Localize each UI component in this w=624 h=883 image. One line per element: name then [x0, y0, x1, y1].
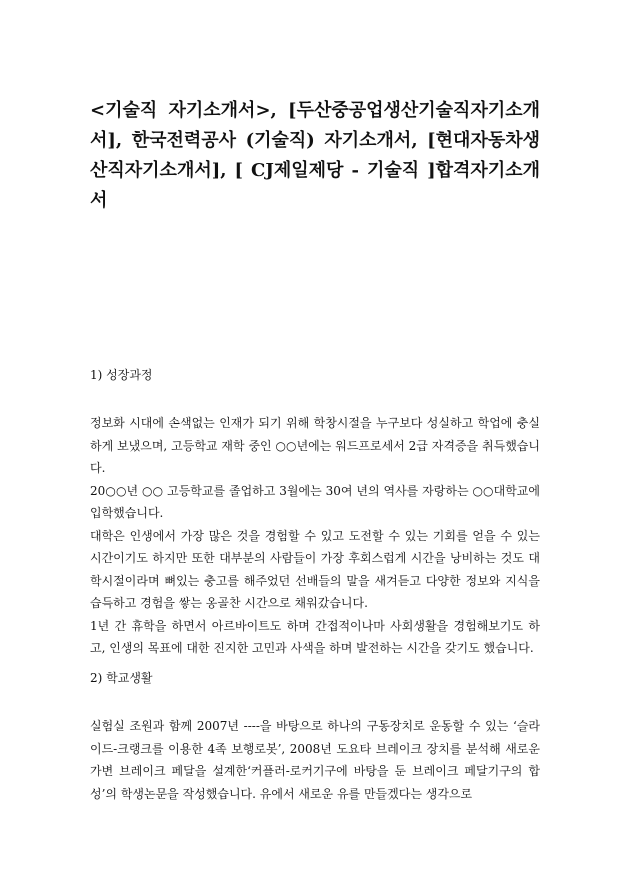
section-growth	[90, 366, 540, 660]
paragraph: 대학은 인생에서 가장 많은 것을 경험할 수 있고 도전할 수 있는 기회를 얻을 수 있는 시간이기도 하지만 또한 대부분의 사람들이 가장 후회스럽게 시간을 낭비하는 것도 대학시절이라며 뼈있는 충고를 해주었던 선배들의 말을 새겨듣고 다양한 정보와 지식을 습득하고 경험을 쌓는 옹골찬 시간으로 채워갔습니다.	[90, 528, 540, 610]
paragraph: 실험실 조원과 함께 2007년 ----을 바탕으로 하나의 구동장치로 운동할 수 있는 ‘슬라이드-크랭크를 이용한 4족 보행로봇’, 2008년 도요타 브레이크 장치를 분석해 새로운 가변 브레이크 페달을 설계한‘커플러-로커기구에 바탕을 둔 브레이크 페달기구의 합성’의 학생논문을 작성했습니다. 유에서 새로운 유를 만들겠다는 생각으로	[90, 719, 540, 801]
paragraph: 20○○년 ○○ 고등학교를 졸업하고 3월에는 30여 년의 역사를 자랑하는 ○○대학교에 입학했습니다.	[90, 483, 540, 520]
section-school-life	[90, 669, 540, 805]
document-title: <기술직 자기소개서>, [두산중공업생산기술직자기소개서], 한국전력공사 (기술직) 자기소개서, [현대자동차생산직자기소개서], [ CJ제일제당 - 기술직 ]합격자기소개서	[90, 100, 540, 211]
section-body	[90, 715, 540, 805]
section-body	[90, 412, 540, 660]
paragraph: 정보화 시대에 손색없는 인재가 되기 위해 학창시절을 누구보다 성실하고 학업에 충실하게 보냈으며, 고등학교 재학 중인 ○○년에는 워드프로세서 2급 자격증을 취득했습니다.	[90, 416, 540, 475]
paragraph: 1년 간 휴학을 하면서 아르바이트도 하며 간접적이나마 사회생활을 경험해보기도 하고, 인생의 목표에 대한 진지한 고민과 사색을 하며 발전하는 시간을 갖기도 했습니다.	[90, 618, 540, 655]
section-heading: 1) 성장과정	[90, 368, 153, 382]
section-heading: 2) 학교생활	[90, 671, 153, 685]
